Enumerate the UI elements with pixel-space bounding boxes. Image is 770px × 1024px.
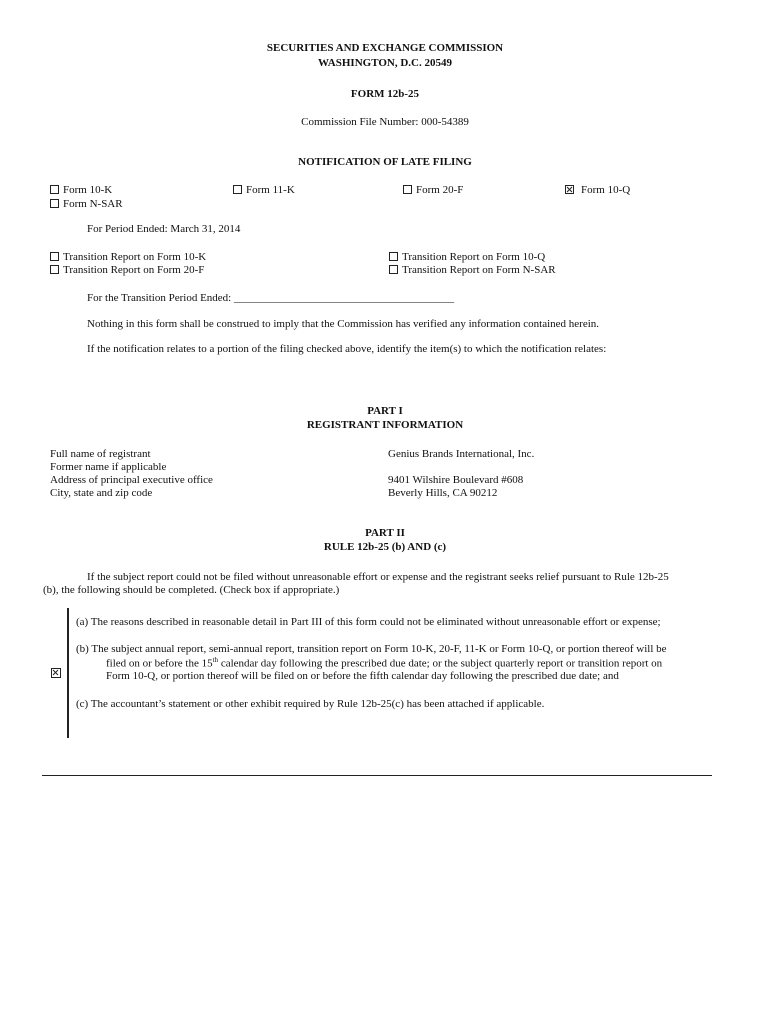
transition-10q-label: Transition Report on Form 10-Q [402, 251, 546, 263]
transition-20f-option[interactable] [50, 264, 204, 276]
checkbox-transition-20f[interactable] [50, 265, 59, 274]
item-b-line2 [106, 656, 662, 670]
part2-title: PART II [365, 527, 405, 539]
item-b-sup: th [212, 656, 219, 664]
item-b-line3: Form 10-Q, or portion thereof will be filed on or before the fifth calendar day following the prescribed due date; and [106, 670, 619, 682]
item-b-line1: (b) The subject annual report, semi-annual report, transition report on Form 10-K, 20-F, 11-K or Form 10-Q, or portion thereof will be [76, 643, 667, 655]
notification-title: NOTIFICATION OF LATE FILING [298, 156, 472, 168]
part1-subtitle: REGISTRANT INFORMATION [306, 419, 464, 431]
part2-intro-line2: (b), the following should be completed. (Check box if appropriate.) [43, 584, 340, 596]
checkbox-form-10k[interactable] [50, 185, 59, 194]
label-full-name: Full name of registrant [50, 448, 151, 460]
form-nsar-option[interactable] [50, 198, 123, 210]
form-10q-option[interactable] [565, 184, 630, 196]
part2-intro-line1: If the subject report could not be filed without unreasonable effort or expense and the registrant seeks relief pursuant to Rule 12b-25 [87, 571, 669, 583]
transition-10k-label: Transition Report on Form 10-K [63, 251, 207, 263]
label-address: Address of principal executive office [50, 474, 213, 486]
part2-subtitle: RULE 12b-25 (b) AND (c) [323, 541, 447, 553]
checkbox-form-nsar[interactable] [50, 199, 59, 208]
form-title: FORM 12b-25 [350, 88, 420, 100]
checkbox-form-20f[interactable] [403, 185, 412, 194]
agency-city: WASHINGTON, D.C. 20549 [318, 57, 452, 69]
item-a: (a) The reasons described in reasonable detail in Part III of this form could not be eliminated without unreasonable effort or expense; [76, 616, 661, 628]
form-20f-option[interactable] [403, 184, 463, 196]
portion-text: If the notification relates to a portion of the filing checked above, identify the item(s) to which the notification relates: [87, 343, 607, 355]
form-11k-label: Form 11-K [246, 184, 295, 196]
agency-name: SECURITIES AND EXCHANGE COMMISSION [266, 42, 504, 54]
part1-title: PART I [367, 405, 403, 417]
transition-nsar-label: Transition Report on Form N-SAR [402, 264, 556, 276]
checkbox-rule-12b25[interactable] [51, 668, 61, 678]
form-10q-label: Form 10-Q [581, 184, 631, 196]
transition-10k-option[interactable] [50, 251, 206, 263]
value-city: Beverly Hills, CA 90212 [388, 487, 498, 499]
checkbox-transition-10q[interactable] [389, 252, 398, 261]
notice-text: Nothing in this form shall be construed to imply that the Commission has verified any information contained herein. [87, 318, 600, 330]
period-ended: For Period Ended: March 31, 2014 [87, 223, 241, 235]
transition-20f-label: Transition Report on Form 20-F [63, 264, 205, 276]
checkbox-form-10q[interactable] [565, 185, 574, 194]
form-nsar-label: Form N-SAR [63, 198, 123, 210]
checkbox-form-11k[interactable] [233, 185, 242, 194]
transition-period-field[interactable]: For the Transition Period Ended: ________________________________________ [87, 292, 454, 304]
commission-file-number: Commission File Number: 000-54389 [301, 116, 469, 128]
transition-nsar-option[interactable] [389, 264, 556, 276]
value-full-name: Genius Brands International, Inc. [388, 448, 535, 460]
item-c: (c) The accountant’s statement or other exhibit required by Rule 12b-25(c) has been attached if applicable. [76, 698, 545, 710]
label-former-name: Former name if applicable [50, 461, 167, 473]
form-10k-option[interactable] [50, 184, 112, 196]
form-20f-label: Form 20-F [416, 184, 464, 196]
checkbox-transition-10k[interactable] [50, 252, 59, 261]
divider-line [42, 775, 712, 776]
value-address: 9401 Wilshire Boulevard #608 [388, 474, 524, 486]
item-b-line2-pre: filed on or before the 15 [106, 657, 213, 670]
form-10k-label: Form 10-K [63, 184, 113, 196]
label-city: City, state and zip code [50, 487, 153, 499]
rule-12b25-checkbox[interactable] [51, 668, 65, 680]
checkbox-transition-nsar[interactable] [389, 265, 398, 274]
form-11k-option[interactable] [233, 184, 295, 196]
bracket-line [67, 608, 69, 738]
item-b-line2-post: calendar day following the prescribed due date; or the subject quarterly report or transition report on [218, 657, 663, 670]
transition-10q-option[interactable] [389, 251, 545, 263]
